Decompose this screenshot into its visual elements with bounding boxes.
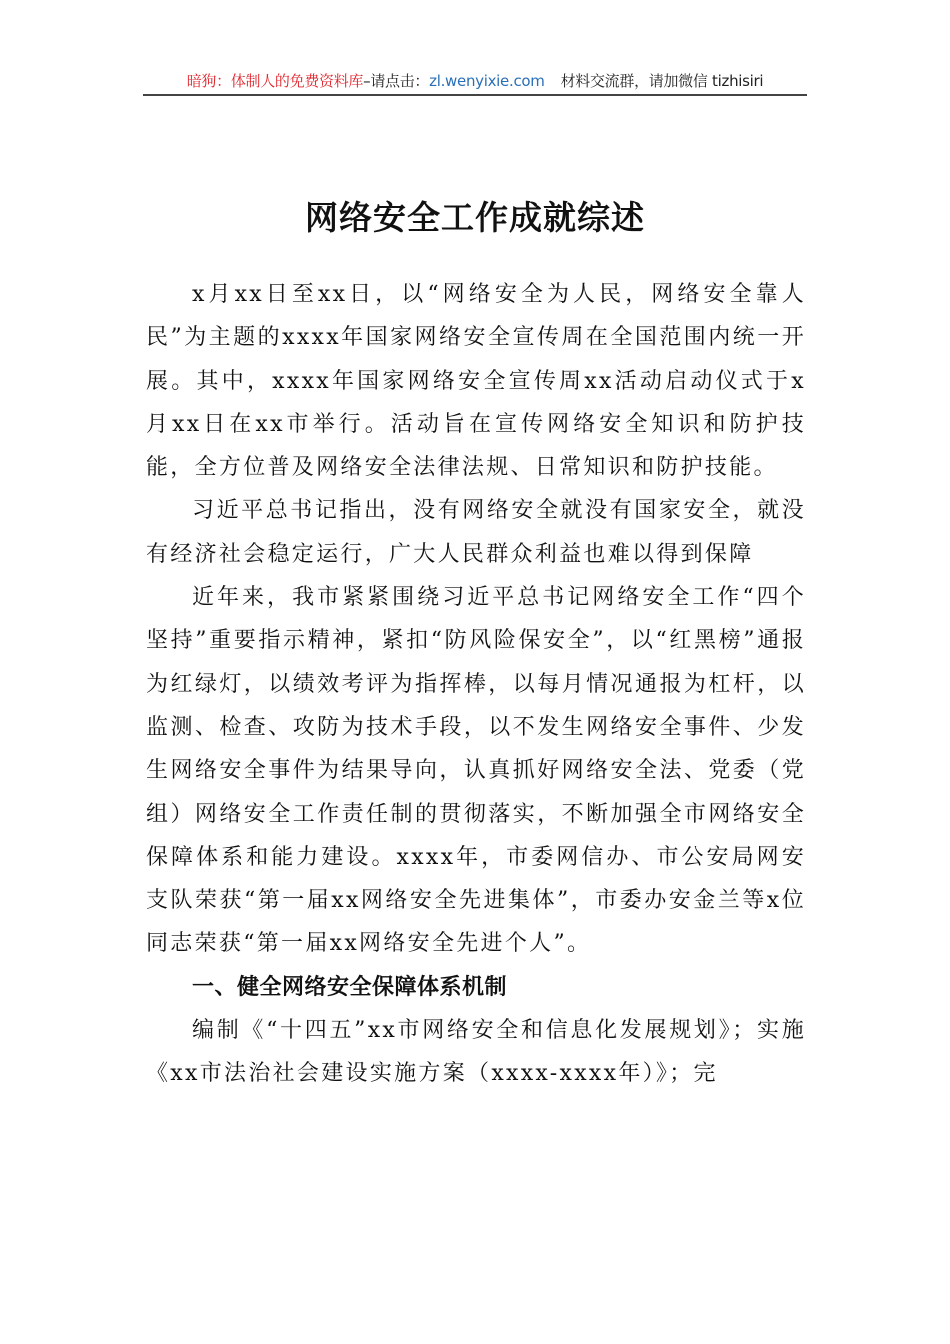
click-prompt: –请点击：: [363, 72, 430, 90]
wechat-group-note: 材料交流群，请加微信 tizhisiri: [560, 72, 764, 90]
document-body: [146, 273, 806, 1096]
document-title: 网络安全工作成就综述: [305, 198, 645, 238]
site-url-link[interactable]: zl.wenyixie.com: [429, 72, 545, 90]
section-1-paragraph: 编制《“十四五”xx市网络安全和信息化发展规划》；实施《xx市法治社会建设实施方案（xxxx-xxxx年）》；完: [146, 1018, 806, 1087]
section-heading-1: 一、健全网络安全保障体系机制: [192, 974, 508, 1000]
page-header-banner: [143, 70, 807, 96]
paragraph-achievements: 近年来，我市紧紧围绕习近平总书记网络安全工作“四个坚持”重要指示精神，紧扣“防风险保安全”，以“红黑榜”通报为红绿灯，以绩效考评为指挥棒，以每月情况通报为杠杆，以监测、检查、攻防为技术手段，以不发生网络安全事件、少发生网络安全事件为结果导向，认真抓好网络安全法、党委（党组）网络安全工作责任制的贯彻落实，不断加强全市网络安全保障体系和能力建设。xxxx年，市委网信办、市公安局网安支队荣获“第一届xx网络安全先进集体”，市委办安金兰等x位同志荣获“第一届xx网络安全先进个人”。: [146, 585, 806, 957]
site-name: 暗狗：体制人的免费资料库: [186, 72, 364, 90]
paragraph-quote: 习近平总书记指出，没有网络安全就没有国家安全，就没有经济社会稳定运行，广大人民群众利益也难以得到保障: [146, 498, 806, 567]
paragraph-intro: x月xx日至xx日，以“网络安全为人民，网络安全靠人民”为主题的xxxx年国家网络安全宣传周在全国范围内统一开展。其中，xxxx年国家网络安全宣传周xx活动启动仪式于x月xx日在xx市举行。活动旨在宣传网络安全知识和防护技能，全方位普及网络安全法律法规、日常知识和防护技能。: [146, 282, 806, 481]
